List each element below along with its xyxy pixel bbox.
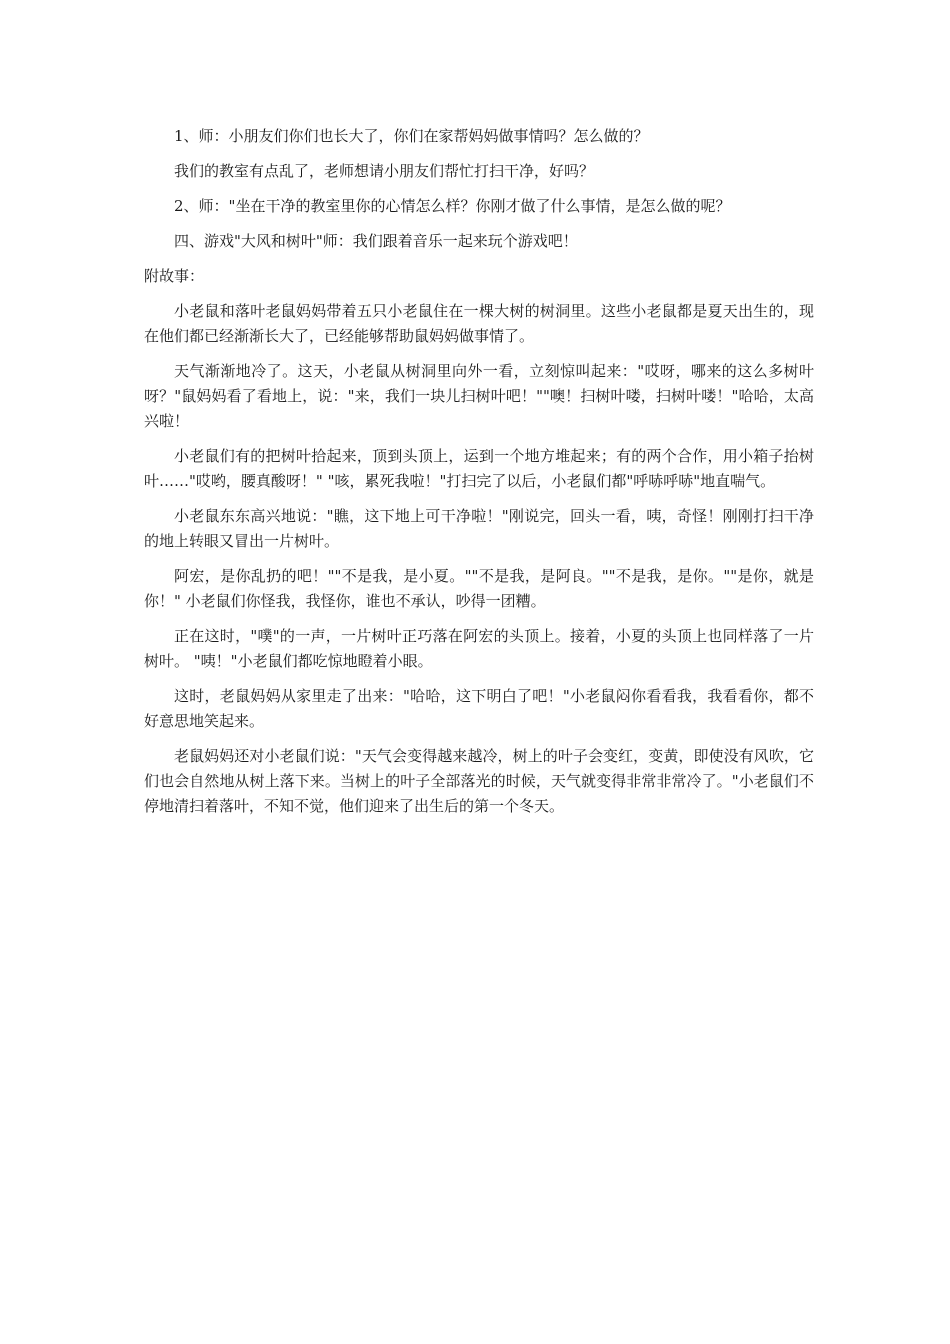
document-body xyxy=(144,124,814,829)
story-paragraph: 老鼠妈妈还对小老鼠们说："天气会变得越来越冷，树上的叶子会变红，变黄，即使没有风吹，它们也会自然地从树上落下来。当树上的叶子全部落光的时候，天气就变得非常非常冷了。"小老鼠们不停地清扫着落叶，不知不觉，他们迎来了出生后的第一个冬天。 xyxy=(144,747,814,815)
story-paragraph: 正在这时，"噗"的一声，一片树叶正巧落在阿宏的头顶上。接着，小夏的头顶上也同样落了一片树叶。 "咦！"小老鼠们都吃惊地瞪着小眼。 xyxy=(144,627,814,670)
story-paragraph: 小老鼠和落叶老鼠妈妈带着五只小老鼠住在一棵大树的树洞里。这些小老鼠都是夏天出生的，现在他们都已经渐渐长大了，已经能够帮助鼠妈妈做事情了。 xyxy=(144,302,814,345)
story-paragraph: 小老鼠们有的把树叶拾起来，顶到头顶上，运到一个地方堆起来；有的两个合作，用小箱子抬树叶……"哎哟，腰真酸呀！" "咳，累死我啦！"打扫完了以后，小老鼠们都"呼哧呼哧"地直喘气。 xyxy=(144,447,814,490)
story-paragraph: 小老鼠东东高兴地说："瞧，这下地上可干净啦！"刚说完，回头一看，咦，奇怪！刚刚打扫干净的地上转眼又冒出一片树叶。 xyxy=(144,507,814,550)
story-paragraph: 天气渐渐地冷了。这天，小老鼠从树洞里向外一看，立刻惊叫起来："哎呀，哪来的这么多树叶呀？"鼠妈妈看了看地上，说："来，我们一块儿扫树叶吧！""噢！扫树叶喽，扫树叶喽！"哈哈，太高兴啦！ xyxy=(144,362,814,430)
paragraph-game: 四、游戏"大风和树叶"师：我们跟着音乐一起来玩个游戏吧！ xyxy=(174,232,578,250)
paragraph-question-2: 2、师："坐在干净的教室里你的心情怎么样？你刚才做了什么事情，是怎么做的呢？ xyxy=(174,197,731,215)
story-heading: 附故事： xyxy=(144,267,205,285)
story-paragraph: 阿宏，是你乱扔的吧！""不是我，是小夏。""不是我，是阿良。""不是我，是你。""是你，就是你！" 小老鼠们你怪我，我怪你，谁也不承认，吵得一团糟。 xyxy=(144,567,814,610)
paragraph-classroom-request: 我们的教室有点乱了，老师想请小朋友们帮忙打扫干净，好吗？ xyxy=(174,162,595,180)
story-paragraph: 这时，老鼠妈妈从家里走了出来："哈哈，这下明白了吧！"小老鼠闷你看看我，我看看你，都不好意思地笑起来。 xyxy=(144,687,814,730)
paragraph-question-1: 1、师：小朋友们你们也长大了，你们在家帮妈妈做事情吗？怎么做的？ xyxy=(174,127,649,145)
